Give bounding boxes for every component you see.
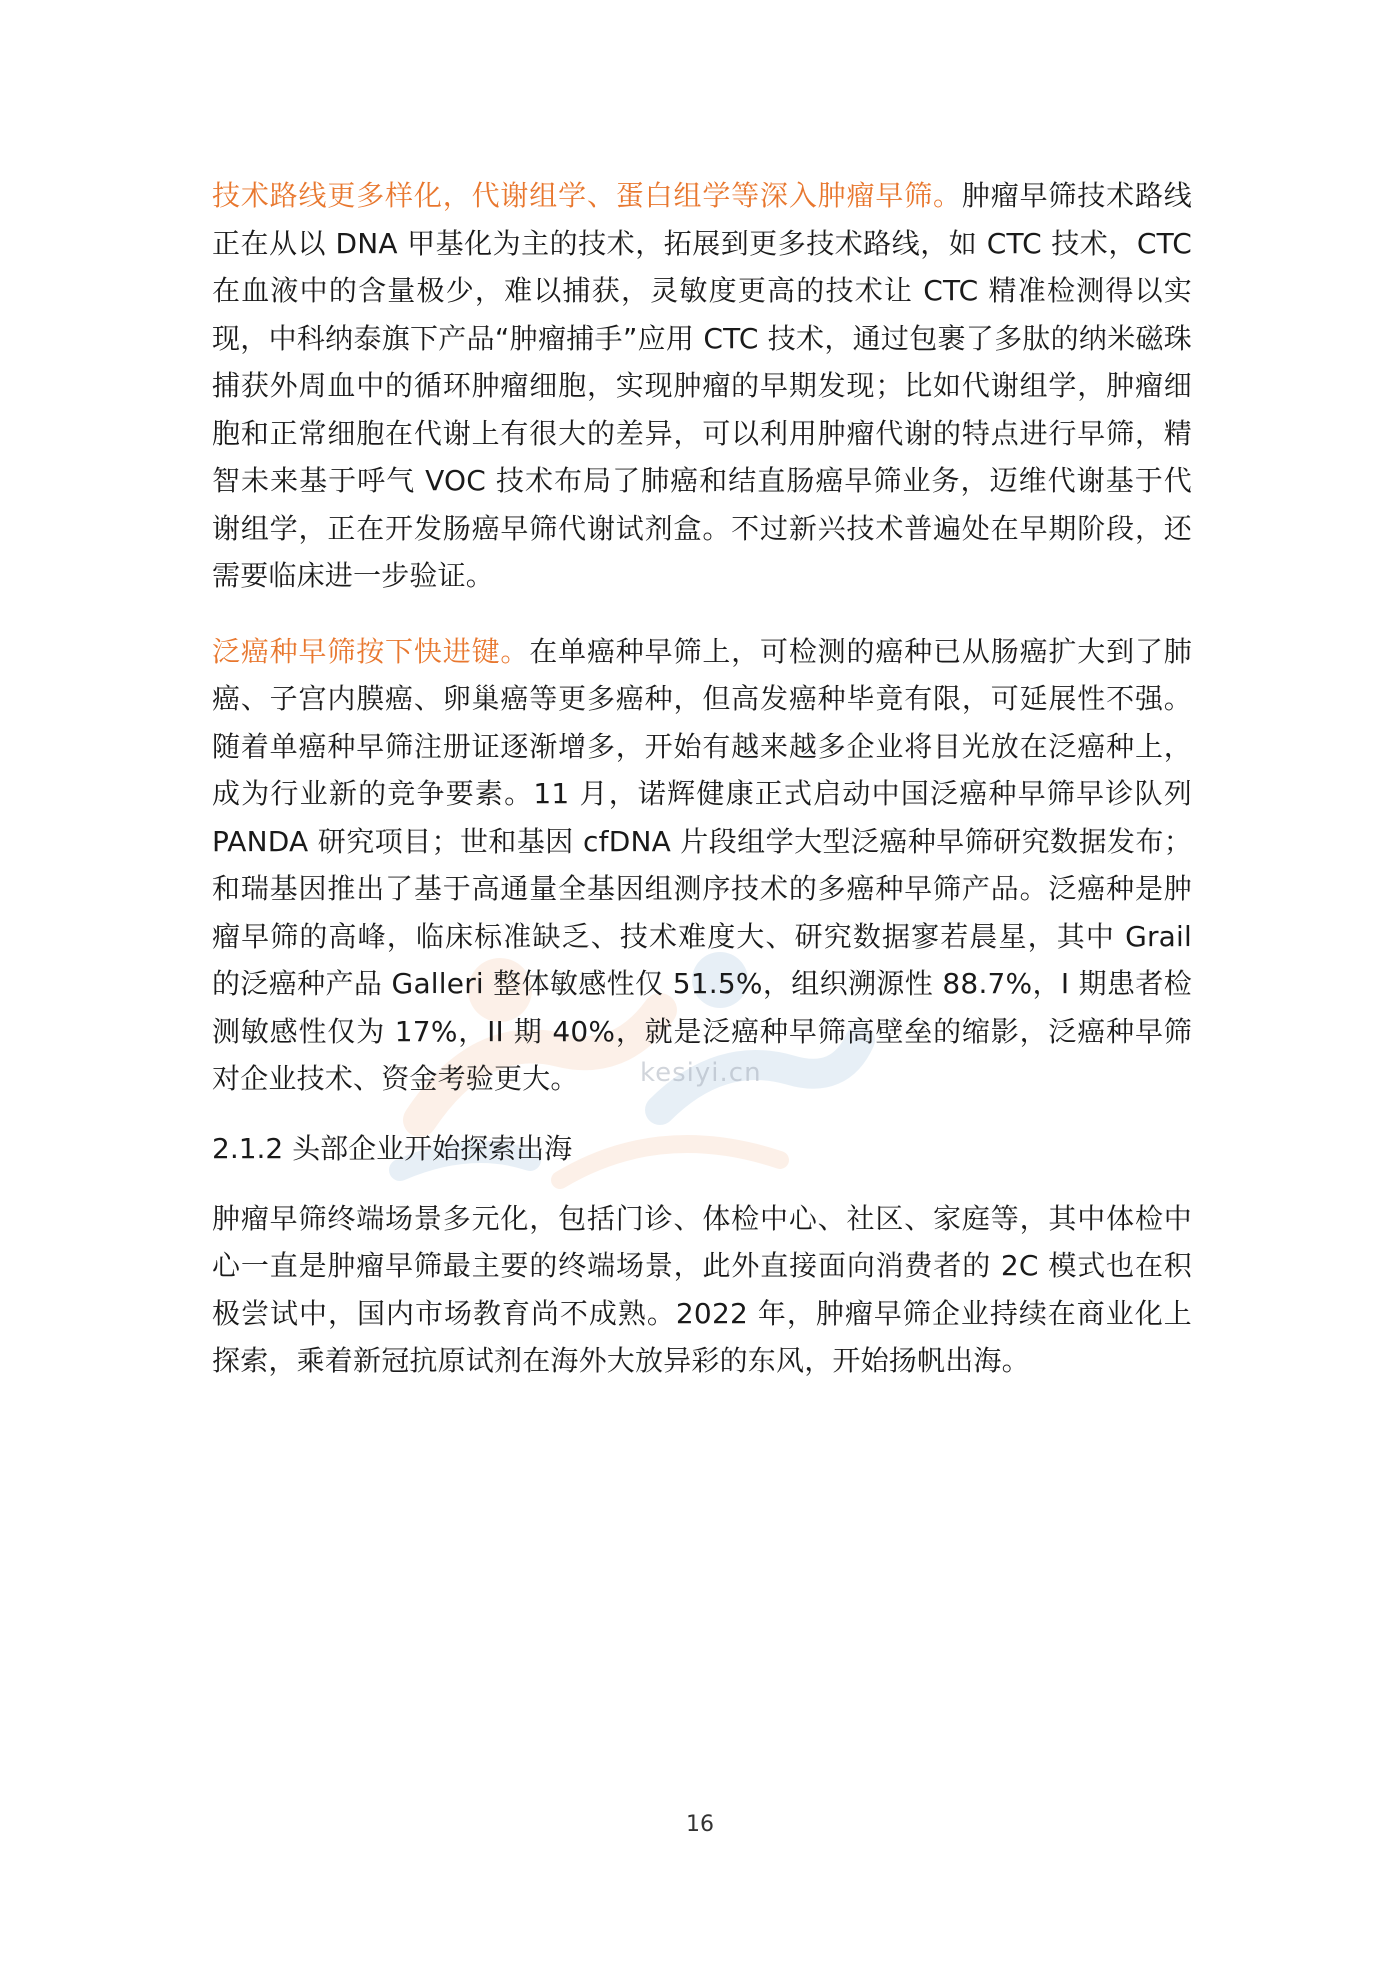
document-body: [212, 172, 1192, 1385]
paragraph-lead: 技术路线更多样化，代谢组学、蛋白组学等深入肿瘤早筛。: [212, 179, 962, 212]
paragraph-text: 肿瘤早筛技术路线正在从以 DNA 甲基化为主的技术，拓展到更多技术路线，如 CTC 技术，CTC 在血液中的含量极少，难以捕获，灵敏度更高的技术让 CTC 精准检测得以实现，中科纳泰旗下产品“肿瘤捕手”应用 CTC 技术，通过包裹了多肽的纳米磁珠捕获外周血中的循环肿瘤细胞，实现肿瘤的早期发现；比如代谢组学，肿瘤细胞和正常细胞在代谢上有很大的差异，可以利用肿瘤代谢的特点进行早筛，精智未来基于呼气 VOC 技术布局了肺癌和结直肠癌早筛业务，迈维代谢基于代谢组学，正在开发肠癌早筛代谢试剂盒。不过新兴技术普遍处在早期阶段，还需要临床进一步验证。: [212, 179, 1193, 592]
section-heading: 2.1.2 头部企业开始探索出海: [212, 1131, 573, 1165]
paragraph-text: 在单癌种早筛上，可检测的癌种已从肠癌扩大到了肺癌、子宫内膜癌、卵巢癌等更多癌种，但高发癌种毕竟有限，可延展性不强。随着单癌种早筛注册证逐渐增多，开始有越来越多企业将目光放在泛癌种上，成为行业新的竞争要素。11 月，诺辉健康正式启动中国泛癌种早筛早诊队列 PANDA 研究项目；世和基因 cfDNA 片段组学大型泛癌种早筛研究数据发布；和瑞基因推出了基于高通量全基因组测序技术的多癌种早筛产品。泛癌种是肿瘤早筛的高峰，临床标准缺乏、技术难度大、研究数据寥若晨星，其中 Grail 的泛癌种产品 Galleri 整体敏感性仅 51.5%，组织溯源性 88.7%，I 期患者检测敏感性仅为 17%，II 期 40%，就是泛癌种早筛高壁垒的缩影，泛癌种早筛对企业技术、资金考验更大。: [212, 634, 1192, 1095]
paragraph-technology-routes: [212, 172, 1192, 600]
page-number: 16: [686, 1812, 714, 1837]
watermark-text: kesiyi.cn: [640, 1058, 762, 1088]
paragraph-pan-cancer: [212, 628, 1192, 1103]
paragraph-going-overseas: 肿瘤早筛终端场景多元化，包括门诊、体检中心、社区、家庭等，其中体检中心一直是肿瘤早筛最主要的终端场景，此外直接面向消费者的 2C 模式也在积极尝试中，国内市场教育尚不成熟。2022 年，肿瘤早筛企业持续在商业化上探索，乘着新冠抗原试剂在海外大放异彩的东风，开始扬帆出海。: [212, 1201, 1192, 1377]
paragraph-lead: 泛癌种早筛按下快进键。: [212, 634, 530, 668]
